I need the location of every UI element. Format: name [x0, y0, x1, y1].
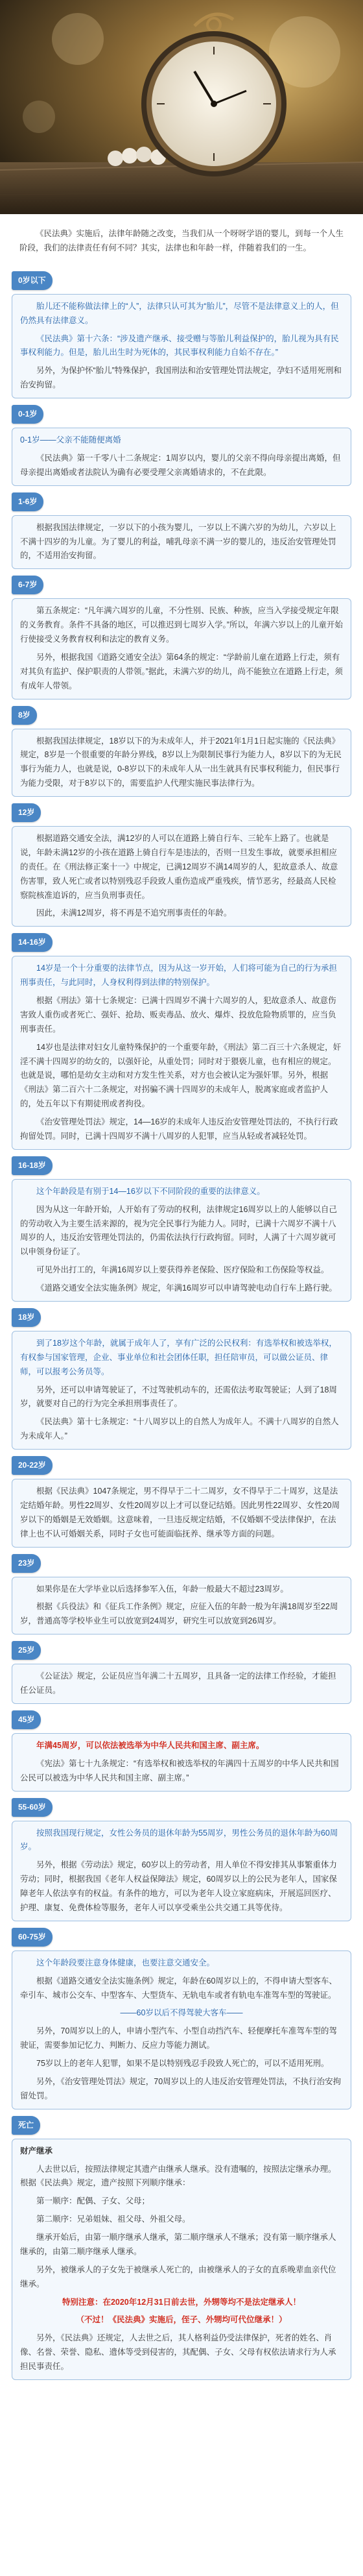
age-section [12, 706, 351, 797]
age-tag: 0岁以下 [12, 271, 53, 290]
age-section [12, 1554, 351, 1635]
sections [12, 271, 351, 2380]
section-content-box [12, 1664, 351, 1704]
section-paragraph: 另外，70周岁以上的人，申请小型汽车、小型自动挡汽车、轻便摩托车准驾车型的驾驶证，需要参加记忆力、判断力、反应力等能力测试。 [20, 2026, 337, 2050]
intro-text: 《民法典》实施后，法律年龄随之改变，当我们从一个呀呀学语的婴儿，到每一个人生阶段，我们的法律责任有何不同？其实，法律也和年龄一样，伴随着我们的一生。 [19, 229, 344, 252]
section-paragraph: 胎儿还不能称做法律上的“人”，法律只认可其为“胎儿”，尽管不是法律意义上的人，但仍然具有法律意义。 [20, 301, 339, 325]
section-paragraph: 年满45周岁，可以依法被选举为中华人民共和国主席、副主席。 [36, 1740, 264, 1750]
age-section [12, 1710, 351, 1792]
section-content-box [12, 1331, 351, 1450]
section-paragraph: 根据我国法律规定，18岁以下的为未成年人，并于2021年1月1日起实施的《民法典》规定，8岁是一个很重要的年龄分界线，8岁以上为限制民事行为能力人，8岁以下的为无民事行为能力人，也就是说，0-8岁以下的未成年人从一出生就具有民事权利能力，但民事行为能力受限，对于8岁以下的，需要监护人代理实施民事法律行为。 [20, 736, 342, 788]
section-paragraph: 可见外出打工的，年满16周岁以上要获得养老保险、医疗保险和工伤保险等权益。 [36, 1265, 329, 1275]
section-paragraph: 因此，未满12周岁，将不再是不追究刑事责任的年龄。 [36, 908, 232, 918]
section-paragraph: 另外，被继承人的子女先于被继承人死亡的，由被继承人的子女的直系晚辈血亲代位继承。 [20, 2265, 336, 2289]
section-paragraph: 人去世以后，按照法律规定其遗产由继承人继承。没有遗嘱的，按照法定继承办理。根据《民法典》规定，遗产按照下列顺序继承： [20, 2164, 336, 2188]
section-paragraph: 另外，根据《劳动法》规定，60岁以上的劳动者，用人单位不得安排其从事繁重体力劳动；同时，根据我国《老年人权益保障法》规定，60周岁以上的公民为老年人，国家保障老年人依法享有的权益。有条件的地方，可以为老年人设立家庭病床，开展巡回医疗、护理、康复、免费体检等服务，老年人可以享受乘坐公共交通工具等优待。 [20, 1860, 337, 1912]
section-paragraph: 0-1岁——父亲不能随便离婚 [20, 435, 121, 444]
section-paragraph: 这个年龄段要注意身体健康，也要注意交通安全。 [36, 1958, 215, 1967]
section-paragraph: 这个年龄段是有别于14—16岁以下不同阶段的重要的法律意义。 [36, 1186, 265, 1196]
section-content-box [12, 1821, 351, 1921]
section-content-box [12, 1733, 351, 1792]
section-paragraph: 《道路交通安全法实施条例》规定，年满16周岁可以申请驾驶电动自行车上路行驶。 [36, 1283, 337, 1293]
section-content-box [12, 1179, 351, 1302]
section-paragraph: 如果你是在大学毕业以后选择参军入伍，年龄一般最大不超过23周岁。 [36, 1584, 288, 1594]
age-tag: 0-1岁 [12, 405, 43, 424]
section-content-box [12, 2139, 351, 2380]
age-section [12, 933, 351, 1150]
intro [12, 221, 351, 265]
age-section [12, 1456, 351, 1548]
section-paragraph: 根据道路交通安全法，满12岁的人可以在道路上骑自行车、三轮车上路了。也就是说，年龄未满12岁的小孩在道路上骑自行车是违法的，否则一旦发生事故，就要承担相应的责任。在《刑法修正案十一》中规定，已满12周岁不满14周岁的人，犯故意杀人、故意伤害罪，致人死亡或者以特别残忍手段致人重伤造成严重残疾，情节恶劣，经最高人民检察院核准追诉的，应当负刑事责任。 [20, 834, 338, 900]
section-paragraph: 另外，《民法典》还规定，人去世之后，其人格利益仍受法律保护，死者的姓名、肖像、名誉、荣誉、隐私、遗体等受到侵害的，其配偶、子女、父母有权依法请求行为人承担民事责任。 [20, 2333, 336, 2371]
pocket-watch-photo [0, 0, 363, 214]
section-paragraph: 根据《民法典》1047条规定，男不得早于二十二周岁，女不得早于二十周岁，这是法定结婚年龄。男性22周岁、女性20周岁以上才可以登记结婚。因此男性22周岁、女性20周岁以下的婚姻是无效婚姻。这意味着，一旦违反规定结婚，不仅婚姻不受法律保护，在法律上也不认可婚姻关系，同时子女也可能面临抚养、继承等方面的问题。 [20, 1487, 340, 1538]
age-tag: 45岁 [12, 1710, 41, 1729]
age-tag: 18岁 [12, 1308, 41, 1327]
section-paragraph: 按照我国现行规定，女性公务员的退休年龄为55周岁，男性公务员的退休年龄为60周岁。 [20, 1828, 338, 1852]
article [12, 221, 351, 2380]
section-paragraph: 第二顺序：兄弟姐妹、祖父母、外祖父母。 [36, 2215, 191, 2224]
age-tag: 死亡 [12, 2116, 40, 2135]
section-content-box [12, 294, 351, 398]
section-content-box [12, 1577, 351, 1635]
section-paragraph: 根据《道路交通安全法实施条例》规定，年龄在60周岁以上的，不得申请大型客车、牵引车、城市公交车、中型客车、大型货车、无轨电车或者有轨电车准驾车型的驾驶证。 [20, 1976, 337, 2000]
section-paragraph: 继承开始后，由第一顺序继承人继承，第二顺序继承人不继承；没有第一顺序继承人继承的，由第二顺序继承人继承。 [20, 2233, 336, 2256]
section-paragraph: ——60岁以后不得驾驶大客车—— [120, 2008, 243, 2018]
age-tag: 12岁 [12, 803, 41, 822]
age-tag: 25岁 [12, 1641, 41, 1660]
section-paragraph: 《民法典》第十七条规定：“十八周岁以上的自然人为成年人。不满十八周岁的自然人为未成年人。” [20, 1417, 339, 1441]
section-content-box [12, 598, 351, 699]
age-tag: 20-22岁 [12, 1456, 53, 1475]
age-section [12, 1641, 351, 1704]
section-paragraph: 《治安管理处罚法》规定，14—16岁的未成年人违反治安管理处罚法的，不执行行政拘留处罚。同时，已满十四周岁不满十八周岁的人犯罪，应当从轻或者减轻处罚。 [20, 1117, 338, 1141]
age-tag: 8岁 [12, 706, 37, 725]
section-paragraph: 第五条规定：“凡年满六周岁的儿童，不分性别、民族、种族，应当入学接受规定年限的义务教育。条件不具备的地区，可以推迟到七周岁入学。”所以，年满六岁以上的儿童开始行使接受义务教育权利和法定的教育义务。 [20, 606, 343, 644]
section-paragraph: 到了18岁这个年龄，就属于成年人了，享有广泛的公民权利：有选举权和被选举权，有权参与国家管理，企业、事业单位和社会团体任职，担任陪审员，可以做公证员、律师，可以报考公务员等。 [20, 1338, 337, 1376]
age-tag: 16-18岁 [12, 1156, 53, 1175]
age-section [12, 271, 351, 398]
section-paragraph: 财产继承 [20, 2146, 53, 2156]
age-tag: 6-7岁 [12, 576, 43, 594]
age-section [12, 492, 351, 570]
section-paragraph: 第一顺序：配偶、子女、父母； [36, 2196, 150, 2206]
section-content-box [12, 729, 351, 797]
section-content-box [12, 826, 351, 927]
age-tag: 60-75岁 [12, 1928, 53, 1947]
section-paragraph: 75岁以上的老年人犯罪，如果不是以特别残忍手段致人死亡的，可以不适用死刑。 [36, 2059, 329, 2068]
section-paragraph: 14岁也是法律对妇女儿童特殊保护的一个重要年龄，《刑法》第二百三十六条规定，奸淫不满十四周岁的幼女的，以强奸论，从重处罚；同时对于猥亵儿童，也有相应的规定。也就是说，哪怕是幼女主动和对方发生性关系，对方也会被认定为强奸罪。另外，根据《刑法》第二百六十二条规定，对拐骗不满十四周岁的未成年人，脱离家庭或者监护人的，处五年以下有期徒刑或者拘役。 [20, 1042, 342, 1109]
section-content-box [12, 428, 351, 486]
section-paragraph: 根据《刑法》第十七条规定：已满十四周岁不满十六周岁的人，犯故意杀人、故意伤害致人重伤或者死亡、强奸、抢劫、贩卖毒品、放火、爆炸、投放危险物质罪的，应当负刑事责任。 [20, 996, 336, 1034]
age-section [12, 1156, 351, 1302]
section-paragraph: 另外，《治安管理处罚法》规定，70周岁以上的人违反治安管理处罚法，不执行治安拘留处罚。 [20, 2076, 342, 2100]
age-section [12, 1798, 351, 1921]
age-section [12, 1308, 351, 1450]
section-content-box [12, 1479, 351, 1548]
section-paragraph: 14岁是一个十分重要的法律节点，因为从这一岁开始，人们将可能为自己的行为承担刑事责任，与此同时，人身权利得到法律的特别保护。 [20, 964, 337, 988]
age-section [12, 405, 351, 486]
section-paragraph: 《公证法》规定，公证员应当年满二十五周岁，且具备一定的法律工作经验，才能担任公证员。 [20, 1671, 336, 1695]
age-tag: 1-6岁 [12, 492, 43, 511]
section-paragraph: 根据《兵役法》和《征兵工作条例》规定，应征入伍的年龄一般为年满18周岁至22周岁，普通高等学校毕业生可以放宽到24周岁，研究生可以放宽到26周岁。 [20, 1602, 338, 1626]
section-paragraph: 《民法典》第一千零八十二条规定：1周岁以内，婴儿的父亲不得向母亲提出离婚，但母亲提出离婚或者法院认为确有必要受理父亲离婚请求的，不在此限。 [20, 453, 341, 477]
age-tag: 14-16岁 [12, 933, 53, 952]
age-tag: 55-60岁 [12, 1798, 53, 1817]
section-content-box [12, 956, 351, 1150]
section-content-box [12, 515, 351, 570]
section-paragraph: 根据我国法律规定，一岁以下的小孩为婴儿，一岁以上不满六岁的为幼儿，六岁以上不满十四岁的为儿童。为了婴儿的利益，哺乳母亲不满一岁的婴儿的，违反治安管理处罚的，不适用治安拘留。 [20, 522, 336, 561]
hero-image [0, 0, 363, 214]
section-paragraph: 另外，为保护怀“胎儿”特殊保护，我国刑法和治安管理处罚法规定，孕妇不适用死刑和治安拘留。 [20, 366, 342, 390]
section-paragraph: 特别注意：在2020年12月31日前去世，外甥等均不是法定继承人！ [62, 2297, 301, 2307]
section-content-box [12, 1950, 351, 2109]
age-section [12, 576, 351, 699]
section-paragraph: 另外，根据我国《道路交通安全法》第64条的规定：“学龄前儿童在道路上行走，须有对其负有监护、保护职责的人带领。”据此，未满六岁的幼儿，尚不能独立在道路上行走，须有成年人带领。 [20, 652, 343, 690]
section-paragraph: 另外，还可以申请驾驶证了，不过驾驶机动车的，还需依法考取驾驶证；人到了18周岁，就要对自己的行为完全承担刑事责任了。 [20, 1385, 337, 1409]
section-paragraph: 《民法典》第十六条：“涉及遗产继承、接受赠与等胎儿利益保护的，胎儿视为具有民事权利能力。但是，胎儿出生时为死体的，其民事权利能力自始不存在。” [20, 334, 339, 358]
age-section [12, 1928, 351, 2109]
section-paragraph: 因为从这一年龄开始，人开始有了劳动的权利，法律规定16周岁以上的人能够以自己的劳动收入为主要生活来源的，视为完全民事行为能力人。同时，已满十六周岁不满十八周岁的人，违反治安管理处罚法的，仍需依法执行行政拘留。同时，人满了十六周岁就可以申领身份证了。 [20, 1204, 337, 1257]
age-section [12, 2116, 351, 2380]
age-tag: 23岁 [12, 1554, 41, 1573]
age-section [12, 803, 351, 927]
section-paragraph: （不过！《民法典》实施后，侄子、外甥均可代位继承！） [76, 2315, 287, 2325]
section-paragraph: 《宪法》第七十九条规定：“有选举权和被选举权的年满四十五周岁的中华人民共和国公民可以被选为中华人民共和国主席、副主席。” [20, 1758, 339, 1782]
